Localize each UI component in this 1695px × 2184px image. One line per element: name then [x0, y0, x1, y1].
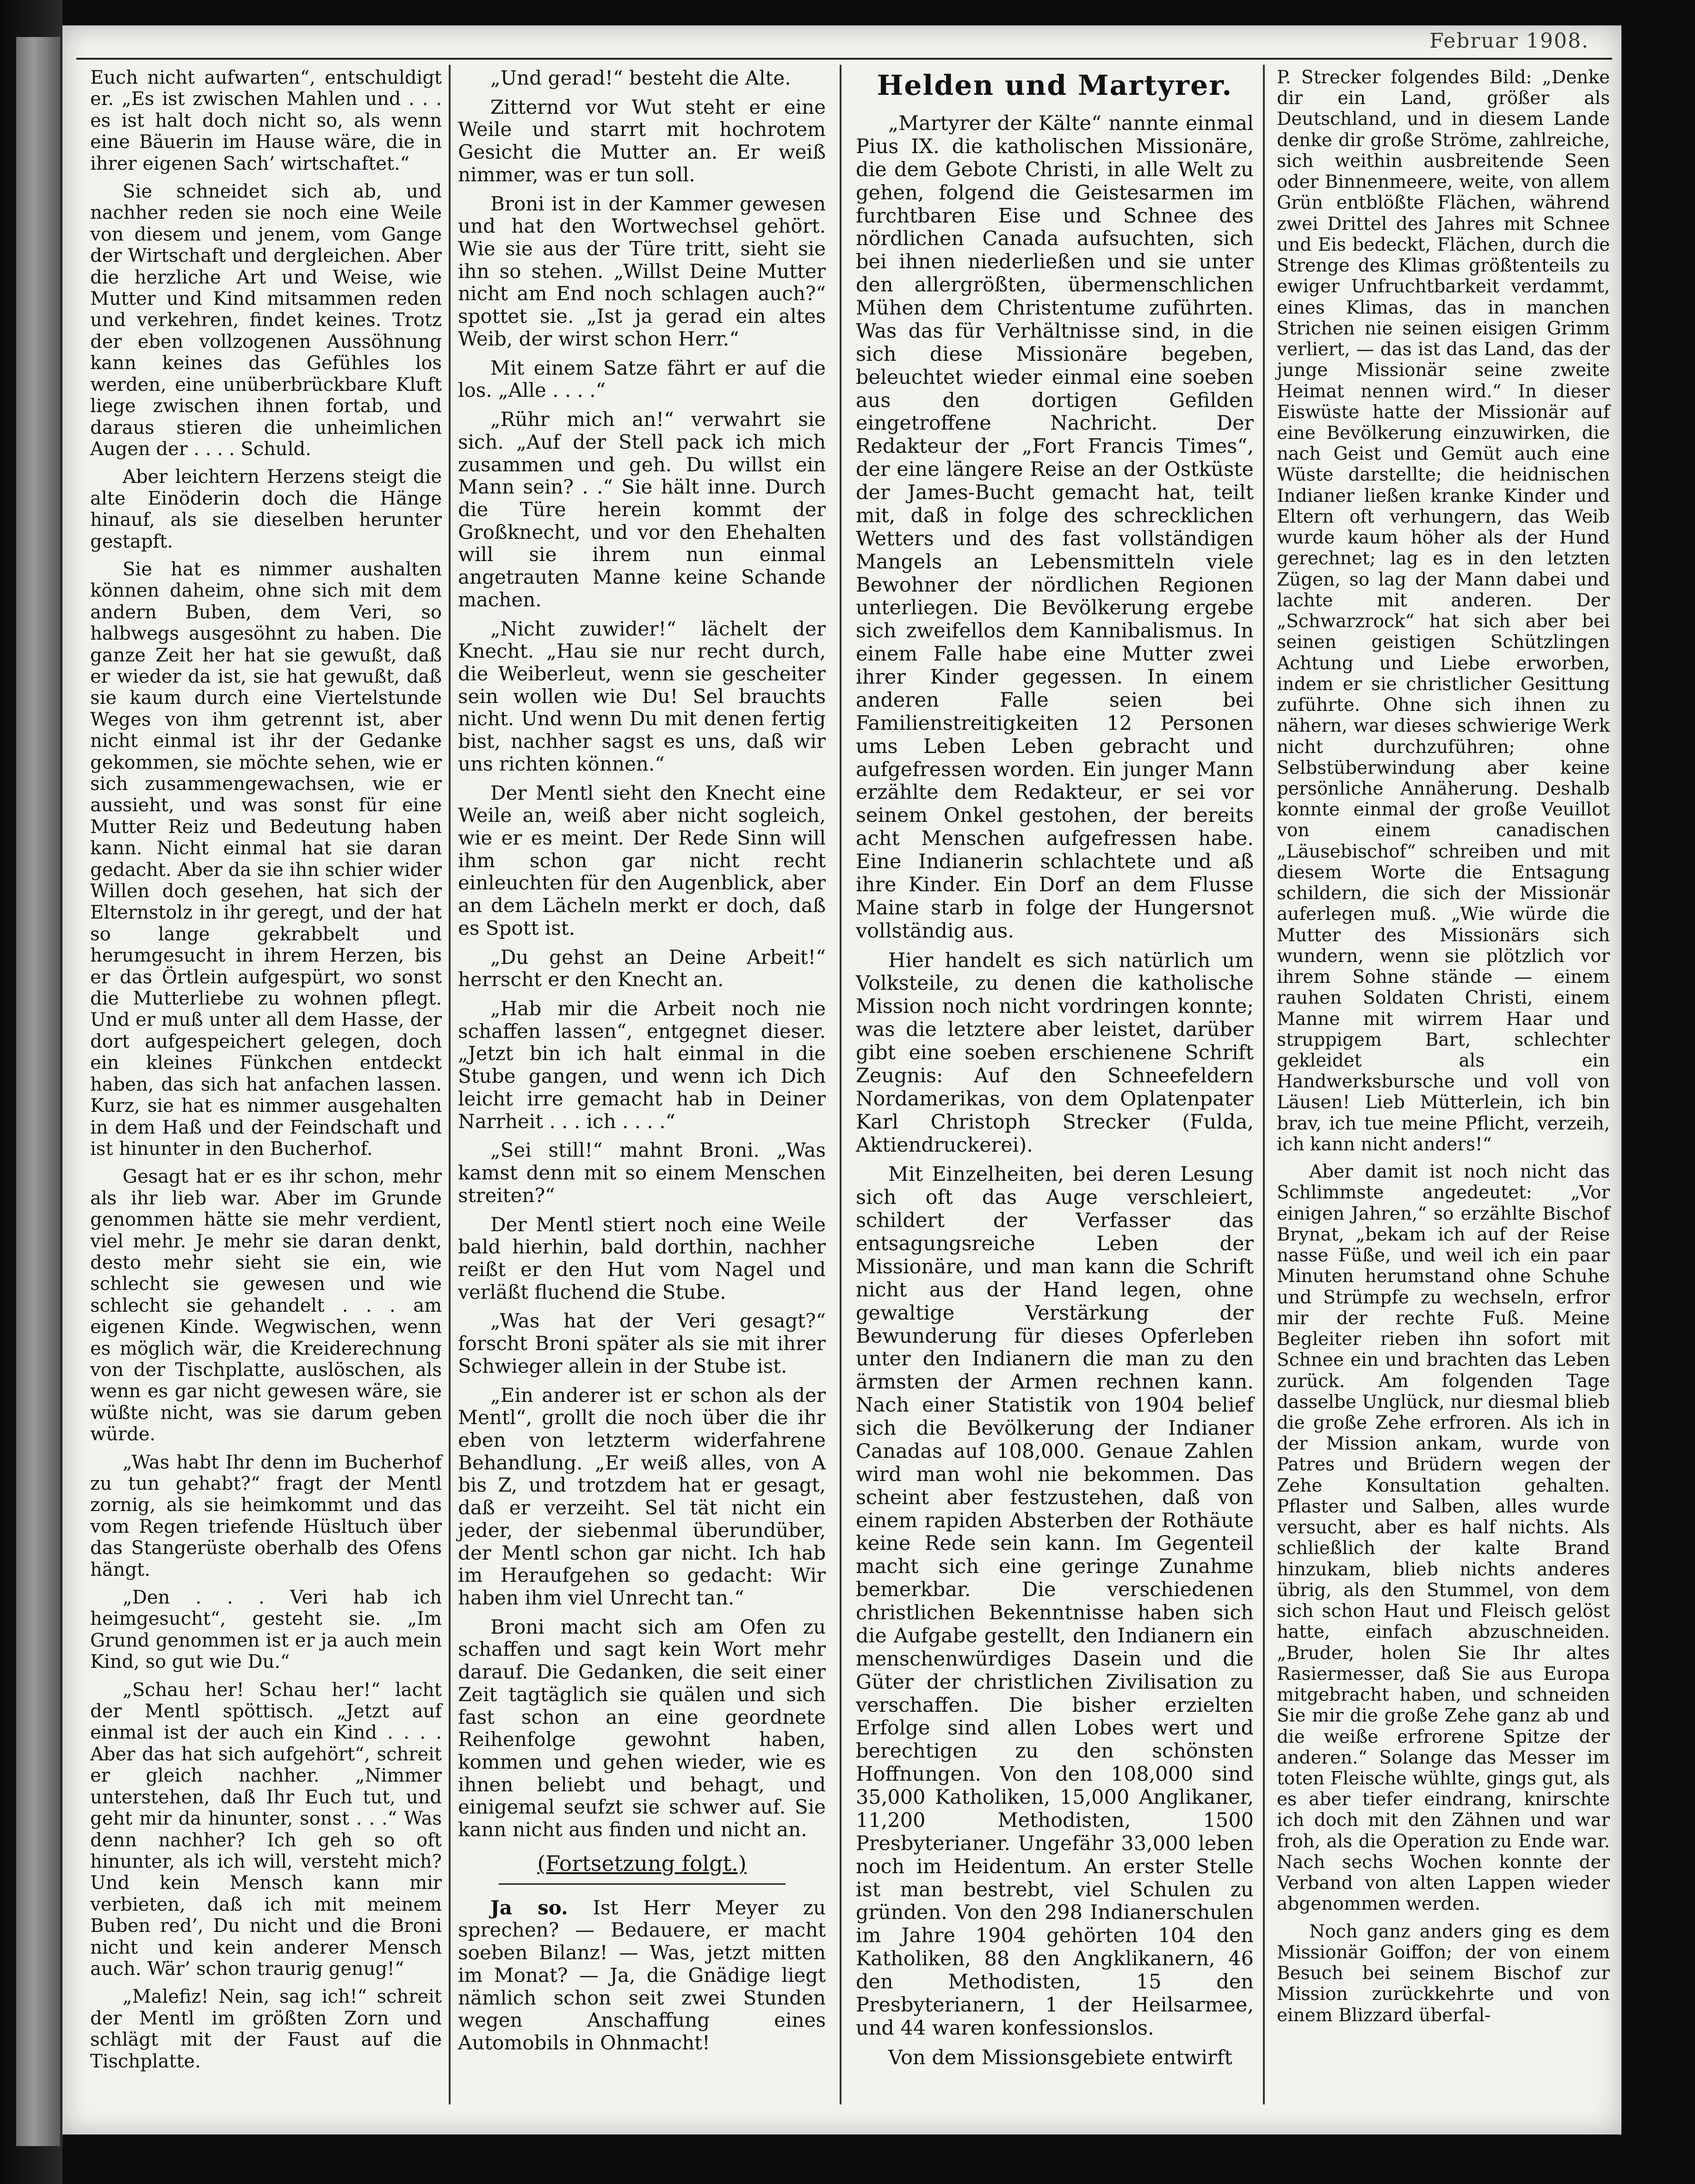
paragraph: „Malefiz! Nein, sag ich!“ schreit der Mentl im größten Zorn und schlägt mit der Faust auf die Tischplatte.	[90, 1986, 442, 2072]
joke-title: Ja so.	[490, 1896, 568, 1919]
column-3	[856, 67, 1254, 2102]
paragraph: P. Strecker folgendes Bild: „Denke dir ein Land, größer als Deutschland, und in diesem Lande denke dir große Ströme, zahlreiche, sich weithin ausbreitende Seen oder Binnenmeere, weite, von allem Grün entblößte Flächen, während zwei Drittel des Jahres mit Schnee und Eis bedeckt, Flächen, durch die Strenge des Klimas größtenteils zu ewiger Unfruchtbarkeit verdammt, eines Klimas, das in manchen Strichen nie seinen eisigen Grimm verliert, — das ist das Land, das der junge Missionär seine zweite Heimat nennen wird.“ In dieser Eiswüste hatte der Missionär auf eine Bevölkerung einzuwirken, die nach Geist und Gemüt auch eine Wüste darstellte; die heidnischen Indianer ließen kranke Kinder und Eltern oft verhungern, das Weib wurde kaum höher als der Hund gerechnet; lag es in den letzten Zügen, so lag der Mann dabei und lachte mit anderen. Der „Schwarzrock“ hat sich aber bei seinen geistigen Schützlingen Achtung und Liebe erworben, indem er sie christlicher Gesittung zuführte. Ohne sich ihnen zu nähern, war dieses schwierige Werk nicht durchzuführen; ohne Selbstüberwindung aber keine persönliche Annäherung. Deshalb konnte einmal der große Veuillot von einem canadischen „Läusebischof“ schreiben und mit diesem Worte die Entsagung schildern, die sich der Missionär auferlegen muß. „Wie würde die Mutter des Missionärs sich wundern, wenn sie plötzlich vor ihrem Sohne stände — einem rauhen Soldaten Christi, einem Manne mit wirrem Haar und struppigem Bart, schlechter gekleidet als ein Handwerksbursche und voll von Läusen! Lieb Mütterlein, ich bin brav, ich tue meine Pflicht, verzeih, ich kann nicht anders!“	[1277, 67, 1610, 1155]
column-rule	[840, 65, 841, 2104]
paragraph: „Rühr mich an!“ verwahrt sie sich. „Auf der Stell pack ich mich zusammen und geh. Du willst ein Mann sein? . .“ Sie hält inne. Durch die Türe herein kommt der Großknecht, und vor den Ehehalten will sie ihrem nun einmal angetrauten Manne keine Schande machen.	[458, 408, 826, 611]
paragraph: „Sei still!“ mahnt Broni. „Was kamst denn mit so einem Menschen streiten?“	[458, 1139, 826, 1207]
joke-paragraph	[458, 1897, 826, 2054]
continuation-text: (Fortsetzung folgt.)	[537, 1851, 747, 1876]
paragraph: Aber damit ist noch nicht das Schlimmste angedeutet: „Vor einigen Jahren,“ so erzählte Bischof Brynat, „bekam ich auf der Reise nasse Füße, und weil ich ein paar Minuten herumstand ohne Schuhe und Strümpfe zu wechseln, erfror mir der rechte Fuß. Meine Begleiter rieben ihn sofort mit Schnee ein und brachten das Leben zurück. Am folgenden Tage dasselbe Unglück, nur diesmal blieb die große Zehe erfroren. Als ich in der Mission ankam, wurde von Patres und Brüdern wegen der Zehe Konsultation gehalten. Pflaster und Salben, alles wurde versucht, aber es half nichts. Als schließlich der kalte Brand hinzukam, blieb nichts anderes übrig, als den Stummel, von dem sich schon Haut und Fleisch gelöst hatte, einfach abzuschneiden. „Bruder, holen Sie Ihr altes Rasiermesser, daß Sie aus Europa mitgebracht haben, und schneiden Sie mir die große Zehe ganz ab und die weiße erfrorene Spitze der anderen.“ Solange das Messer im toten Fleische wühlte, gings gut, als es aber tiefer eindrang, knirschte ich doch mit den Zähnen und war froh, als die Operation zu Ende war. Nach sechs Wochen konnte der Verband von alten Lappen wieder abgenommen werden.	[1277, 1161, 1610, 1915]
paragraph: Zitternd vor Wut steht er eine Weile und starrt mit hochrotem Gesicht die Mutter an. Er weiß nimmer, was er tun soll.	[458, 95, 826, 186]
paragraph: Aber leichtern Herzens steigt die alte Einöderin doch die Hänge hinauf, als sie dieselben herunter gestapft.	[90, 466, 442, 552]
header-rule	[76, 58, 1612, 60]
paragraph: „Was hat der Veri gesagt?“ forscht Broni später als sie mit ihrer Schwieger allein in der Stube ist.	[458, 1309, 826, 1377]
paragraph: Noch ganz anders ging es dem Missionär Goiffon; der von einem Besuch bei seinem Bischof zur Mission zurückkehrte und von einem Blizzard überfal-	[1277, 1921, 1610, 2026]
paragraph: Sie hat es nimmer aushalten können daheim, ohne sich mit dem andern Buben, dem Veri, so halbwegs ausgesöhnt zu haben. Die ganze Zeit her hat sie gewußt, daß er wieder da ist, sie hat gewußt, daß sie kaum durch eine Viertelstunde Weges von ihm getrennt ist, aber nicht einmal ist ihr der Gedanke gekommen, sie möchte sehen, wie er sich zusammengewachsen, wie er aussieht, und was sonst für eine Mutter Reiz und Bedeutung haben kann. Nicht einmal hat sie daran gedacht. Aber da sie ihn schier wider Willen doch gesehen, hat sich der Elternstolz in ihr geregt, und der hat so lange gekrabbelt und herumgesucht in ihrem Herzen, bis er das Örtlein aufgespürt, wo sonst die Mutterliebe zu wohnen pflegt. Und er muß unter all dem Hasse, der dort aufgespeichert gelegen, doch ein kleines Fünkchen entdeckt haben, das sich hat anfachen lassen. Kurz, sie hat es nimmer ausgehalten in dem Haß und der Feindschaft und ist hinunter in den Bucherhof.	[90, 558, 442, 1160]
paragraph: Gesagt hat er es ihr schon, mehr als ihr lieb war. Aber im Grunde genommen hätte sie mehr verdient, viel mehr. Je mehr sie daran denkt, desto mehr sieht sie ein, wie schlecht sie gewesen und wie schlecht sie gehandelt . . . am eigenen Kinde. Wegwischen, wenn es möglich wär, die Kreiderechnung von der Tischplatte, auslöschen, als wenn es gar nicht gewesen wäre, sie wüßte nicht, was sie darum geben würde.	[90, 1166, 442, 1445]
paragraph: Der Mentl sieht den Knecht eine Weile an, weiß aber nicht sogleich, wie er es meint. Der Rede Sinn will ihm schon gar nicht recht einleuchten für den Augenblick, aber an dem Lächeln merkt er doch, daß es Spott ist.	[458, 781, 826, 939]
article-heading: Helden und Martyrer.	[877, 69, 1233, 102]
paragraph: Broni macht sich am Ofen zu schaffen und sagt kein Wort mehr darauf. Die Gedanken, die seit einer Zeit tagtäglich sie quälen und sich fast schon an eine geordnete Reihenfolge gewohnt haben, kommen und gehen wieder, wie es ihnen beliebt und behagt, und einigemal seufzt sie schwer auf. Sie kann nicht aus finden und nicht an.	[458, 1615, 826, 1841]
paragraph: „Martyrer der Kälte“ nannte einmal Pius IX. die katholischen Missionäre, die dem Gebote Christi, in alle Welt zu gehen, folgend die Geistesarmen im furchtbaren Eise und Schnee des nördlichen Canada aufsuchten, sich bei ihnen niederließen und sie unter den allergrößten, übermenschlichen Mühen dem Christentume zuführten. Was das für Verhältnisse sind, in die sich diese Missionäre begeben, beleuchtet wieder einmal eine soeben aus den dortigen Gefilden eingetroffene Nachricht. Der Redakteur der „Fort Francis Times“, der eine längere Reise an der Ostküste der James-Bucht gemacht hat, teilt mit, daß in folge des schrecklichen Wetters und des fast vollständigen Mangels an Lebensmitteln viele Bewohner der nördlichen Regionen unterliegen. Die Bevölkerung ergebe sich zweifellos dem Kannibalismus. In einem Falle habe eine Mutter zwei ihrer Kinder gegessen. In einem anderen Falle seien bei Familienstreitigkeiten 12 Personen ums Leben Leben gebracht und aufgefressen worden. Ein junger Mann erzählte dem Redakteur, er sei vor seinem Onkel gestohen, der bereits acht Menschen aufgefressen habe. Eine Indianerin schlachtete und aß ihre Kinder. Ein Dorf an dem Flusse Maine starb in folge der Hungersnot vollständig aus.	[856, 112, 1254, 943]
paragraph: Mit Einzelheiten, bei deren Lesung sich oft das Auge verschleiert, schildert der Verfasser das entsagungsreiche Leben der Missionäre, und man kann die Schrift nicht aus der Hand legen, ohne gewaltige Verstärkung der Bewunderung für dieses Opferleben unter den Indianern die man zu den ärmsten der Armen rechnen kann. Nach einer Statistik von 1904 belief sich die Bevölkerung der Indianer Canadas auf 108,000. Genaue Zahlen wird man wohl nie bekommen. Das scheint aber festzustehen, daß von einem rapiden Absterben der Rothäute keine Rede sein kann. Im Gegenteil macht sich eine geringe Zunahme bemerkbar. Die verschiedenen christlichen Bekenntnisse haben sich die Aufgabe gestellt, den Indianern ein menschenwürdiges Dasein und die Güter der christlichen Zivilisation zu verschaffen. Die bisher erzielten Erfolge sind allen Lobes wert und berechtigen zu den schönsten Hoffnungen. Von den 108,000 sind 35,000 Katholiken, 15,000 Anglikaner, 11,200 Methodisten, 1500 Presbyterianer. Ungefähr 33,000 leben noch im Heidentum. An erster Stelle ist man bestrebt, viel Schulen zu gründen. Von den 298 Indianerschulen im Jahre 1904 gehörten 104 den Katholiken, 88 den Angklikanern, 46 den Methodisten, 15 den Presbyterianern, 1 der Heilsarmee, und 44 waren konfessionslos.	[856, 1163, 1254, 2040]
paragraph: Hier handelt es sich natürlich um Volksteile, zu denen die katholische Mission noch nicht vordringen konnte; was die letztere aber leistet, darüber gibt eine soeben erschienene Schrift Zeugnis: Auf den Schneefeldern Nordamerikas, von dem Oplatenpater Karl Christoph Strecker (Fulda, Aktiendruckerei).	[856, 949, 1254, 1157]
scanner-edge-right	[1621, 19, 1695, 2184]
paragraph: Sie schneidet sich ab, und nachher reden sie noch eine Weile von diesem und jenem, vom Gange der Wirtschaft und dergleichen. Aber die herzliche Art und Weise, wie Mutter und Kind mitsammen reden und verkehren, findet keines. Trotz der eben vollzogenen Aussöhnung kann keines das Gefühles los werden, eine unüberbrückbare Kluft liege zwischen ihnen fortab, und daraus stieren die unheimlichen Augen der . . . . Schuld.	[90, 181, 442, 460]
paragraph: „Ein anderer ist er schon als der Mentl“, grollt die noch über die ihr eben von letzterm widerfahrene Behandlung. „Er weiß alles, von A bis Z, und trotzdem hat er gesagt, daß er verzeiht. Sel tät nicht ein jeder, der siebenmal überundüber, der Mentl schon gar nicht. Ich hab im Heraufgehen so gedacht: Wir haben ihm viel Unrecht tan.“	[458, 1383, 826, 1609]
paragraph: Der Mentl stiert noch eine Weile bald hierhin, bald dorthin, nachher reißt er den Hut vom Nagel und verläßt fluchend die Stube.	[458, 1213, 826, 1303]
paragraph: Euch nicht aufwarten“, entschuldigt er. „Es ist zwischen Mahlen und . . . es ist halt doch nicht so, als wenn eine Bäuerin im Hause wäre, die in ihrer eigenen Sach’ wirtschaftet.“	[90, 67, 442, 174]
paragraph: „Du gehst an Deine Arbeit!“ herrscht er den Knecht an.	[458, 945, 826, 991]
column-4	[1277, 67, 1610, 2102]
column-1	[90, 67, 442, 2102]
paragraph: „Den . . . Veri hab ich heimgesucht“, gesteht sie. „Im Grund genommen ist er ja auch mein Kind, so gut wie Du.“	[90, 1587, 442, 1673]
joke-text: Ist Herr Meyer zu sprechen? — Bedauere, er macht soeben Bilanz! — Was, jetzt mitten im Monat? — Ja, die Gnädige liegt nämlich schon seit zwei Stunden wegen Anschaffung eines Automobils in Ohnmacht!	[458, 1896, 826, 2054]
paragraph: „Schau her! Schau her!“ lacht der Mentl spöttisch. „Jetzt auf einmal ist der auch ein Kind . . . . Aber das hat sich aufgehört“, schreit er gleich nachher. „Nimmer unterstehen, daß Ihr Euch tut, und geht mir da hinunter, sonst . . .“ Was denn nachher? Ich geh so oft hinunter, als ich will, versteht mich? Und kein Mensch kann mir verbieten, daß ich mit meinem Buben red’, Du nicht und die Broni nicht und kein anderer Mensch auch. Wär’ schon traurig genug!“	[90, 1679, 442, 1980]
paragraph: „Was habt Ihr denn im Bucherhof zu tun gehabt?“ fragt der Mentl zornig, als sie heimkommt und das vom Regen triefende Hüsltuch über das Stangerüste oberhalb des Ofens hängt.	[90, 1451, 442, 1580]
continuation-note	[458, 1852, 826, 1875]
paragraph: Broni ist in der Kammer gewesen und hat den Wortwechsel gehört. Wie sie aus der Türe tritt, sieht sie ihn so stehen. „Willst Deine Mutter nicht am End noch schlagen auch?“ spottet sie. „Ist ja gerad ein altes Weib, der wirst schon Herr.“	[458, 192, 826, 350]
paragraph: Von dem Missionsgebiete entwirft	[888, 2046, 1232, 2069]
paragraph: „Nicht zuwider!“ lächelt der Knecht. „Hau sie nur recht durch, die Weiberleut, wenn sie gescheiter sein wollen wie Du! Sel brauchts nicht. Und wenn Du mit denen fertig bist, nachher sagst es uns, daß wir uns richten können.“	[458, 617, 826, 775]
section-rule	[499, 1883, 786, 1885]
column-2	[458, 67, 826, 2102]
paragraph: „Hab mir die Arbeit noch nie schaffen lassen“, entgegnet dieser. „Jetzt bin ich halt einmal in die Stube gangen, und wenn ich Dich leicht irre gemacht hab in Deiner Narrheit . . . ich . . . .“	[458, 997, 826, 1133]
newspaper-page	[62, 25, 1621, 2135]
column-rule	[449, 65, 451, 2104]
paragraph: Mit einem Satze fährt er auf die los. „Alle . . . .“	[458, 356, 826, 402]
running-head: Februar 1908.	[1429, 29, 1589, 53]
book-binding	[16, 37, 63, 2146]
column-rule	[1263, 65, 1265, 2104]
paragraph: „Und gerad!“ besteht die Alte.	[490, 67, 791, 89]
